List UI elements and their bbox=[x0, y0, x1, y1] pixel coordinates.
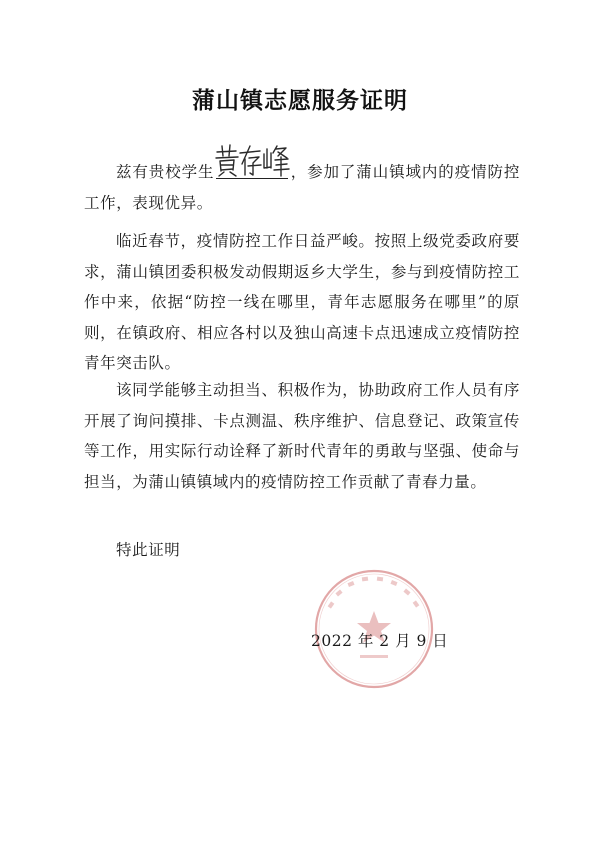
document-title: 蒲山镇志愿服务证明 bbox=[192, 88, 408, 114]
intro-suffix: ，参加了蒲山镇域内的疫情防控工作，表现优异。 bbox=[84, 163, 520, 212]
paragraph-closing: 特此证明 bbox=[116, 541, 181, 559]
signature-icon bbox=[214, 142, 292, 178]
issue-date: 2022 年 2 月 9 日 bbox=[311, 632, 449, 650]
intro-prefix: 兹有贵校学生 bbox=[116, 163, 215, 181]
handwritten-student-name bbox=[216, 156, 288, 179]
paragraph-performance: 该同学能够主动担当、积极作为，协助政府工作人员有序开展了询问摸排、卡点测温、秩序维护、信息登记、政策宣传等工作，用实际行动诠释了新时代青年的勇敢与坚强、使命与担当，为蒲山镇镇域内的疫情防控工作贡献了青春力量。 bbox=[84, 381, 520, 491]
paragraph-intro bbox=[84, 156, 520, 218]
paragraph-context: 临近春节，疫情防控工作日益严峻。按照上级党委政府要求，蒲山镇团委积极发动假期返乡大学生，参与到疫情防控工作中来，依据“防控一线在哪里，青年志愿服务在哪里”的原则，在镇政府、相应各村以及独山高速卡点迅速成立疫情防控青年突击队。 bbox=[84, 232, 520, 372]
